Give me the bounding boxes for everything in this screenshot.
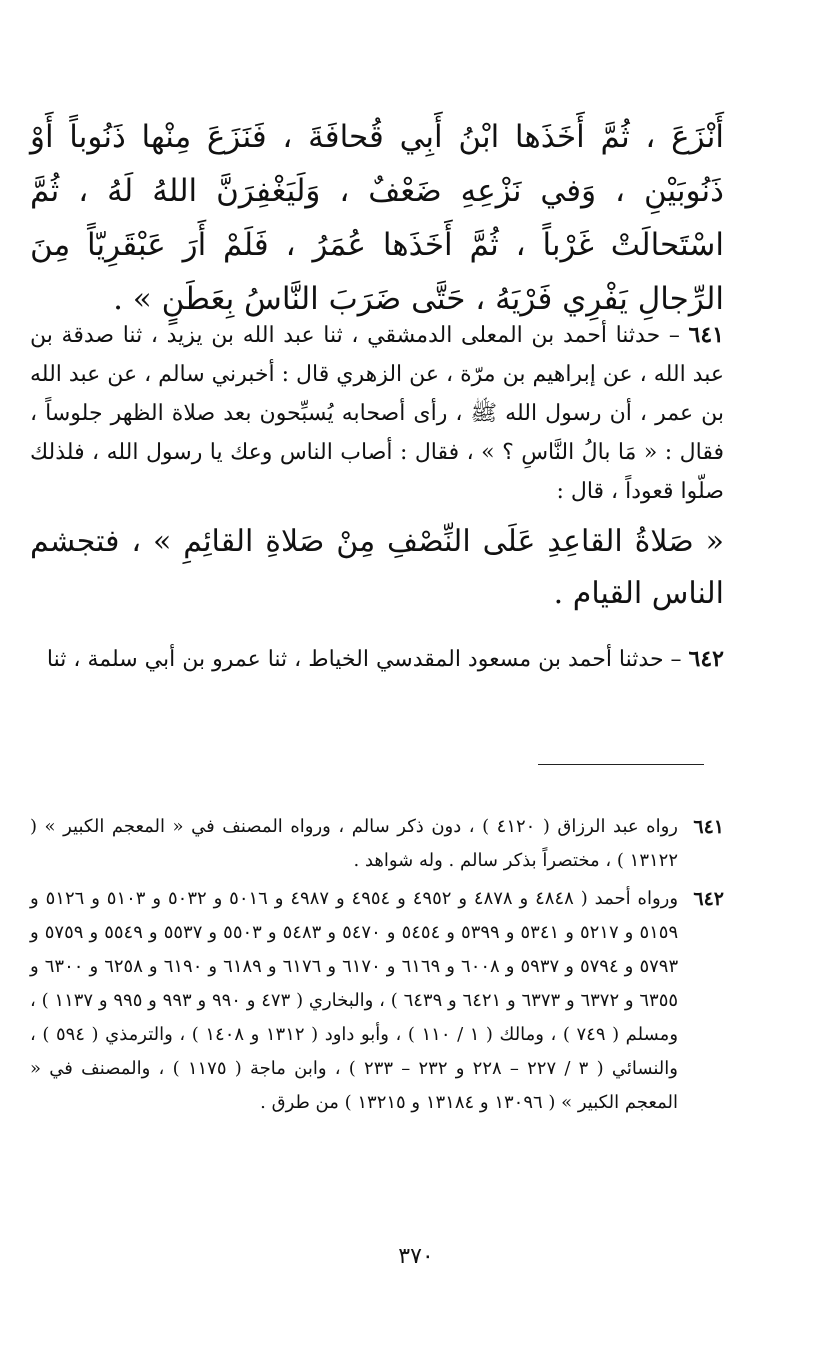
footnote-642-text: ورواه أحمد ( ٤٨٤٨ و ٤٨٧٨ و ٤٩٥٢ و ٤٩٥٤ و ٤٩٨٧ و ٥٠١٦ و ٥٠٣٢ و ٥١٠٣ و ٥١٢٦ و ٥١٥٩ و ٥٢١٧ و ٥٣٤١ و ٥٣٩٩ و ٥٤٥٤ و ٥٤٧٠ و ٥٤٨٣ و ٥٥٠٣ و ٥٥٣٧ و ٥٥٤٩ و ٥٧٥٩ و ٥٧٩٣ و ٥٧٩٤ و ٥٩٣٧ و ٦٠٠٨ و ٦١٦٩ و ٦١٧٠ و ٦١٧٦ و ٦١٨٩ و ٦١٩٠ و ٦٢٥٨ و ٦٣٠٠ و ٦٣٥٥ و ٦٣٧٢ و ٦٣٧٣ و ٦٤٢١ و ٦٤٣٩ ) ، والبخاري ( ٤٧٣ و ٩٩٠ و ٩٩٣ و ٩٩٥ و ١١٣٧ ) ، ومسلم ( ٧٤٩ ) ، ومالك ( ١ / ١١٠ ) ، وأبو داود ( ١٣١٢ و ١٤٠٨ ) ، والترمذي ( ٥٩٤ ) ، والنسائي ( ٣ / ٢٢٧ – ٢٢٨ و ٢٣٢ – ٢٣٣ ) ، وابن ماجة ( ١١٧٥ ) ، والمصنف في « المعجم الكبير » ( ١٣٠٩٦ و ١٣١٨٤ و ١٣٢١٥ ) من طرق . [30, 888, 679, 1113]
footnote-separator [538, 764, 704, 765]
hadith-641-quote: « صَلاةُ القاعِدِ عَلَى النِّصْفِ مِنْ صَلاةِ القائِمِ » ، فتجشم الناس القيام . [30, 524, 724, 611]
hadith-641 [30, 316, 724, 511]
hadith-641-quote-block [30, 516, 724, 620]
page-number: ٣٧٠ [398, 1244, 434, 1269]
hadith-641-text: حدثنا أحمد بن المعلى الدمشقي ، ثنا عبد الله بن يزيد ، ثنا صدقة بن عبد الله ، عن إبراهيم بن مرّة ، عن الزهري قال : أخبرني سالم ، عن عبد الله بن عمر ، أن رسول الله ﷺ ، رأى أصحابه يُسبِّحون بعد صلاة الظهر جلوساً ، فقال : « مَا بالُ النَّاسِ ؟ » ، فقال : أصاب الناس وعك يا رسول الله ، فلذلك صلّوا قعوداً ، قال : [30, 323, 724, 504]
footnotes [30, 810, 724, 1120]
continued-hadith-text [30, 110, 724, 326]
hadith-641-dash: – [660, 323, 689, 348]
continued-hadith-body: أَنْزَعَ ، ثُمَّ أَخَذَها ابْنُ أَبِي قُحافَةَ ، فَنَزَعَ مِنْها ذَنُوباً أَوْ ذَنُوبَيْنِ ، وَفي نَزْعِهِ ضَعْفٌ ، وَلَيَغْفِرَنَّ اللهُ لَهُ ، ثُمَّ اسْتَحالَتْ غَرْباً ، ثُمَّ أَخَذَها عُمَرُ ، فَلَمْ أَرَ عَبْقَرِيّاً مِنَ الرِّجالِ يَفْرِي فَرْيَهُ ، حَتَّى ضَرَبَ النَّاسُ بِعَطَنٍ » . [30, 119, 724, 317]
footnote-642 [30, 882, 724, 1120]
hadith-641-number: ٦٤١ [688, 322, 724, 348]
hadith-642-text: حدثنا أحمد بن مسعود المقدسي الخياط ، ثنا عمرو بن أبي سلمة ، ثنا [46, 647, 664, 672]
footnote-642-number: ٦٤٢ [693, 888, 724, 910]
footnote-641-text: رواه عبد الرزاق ( ٤١٢٠ ) ، دون ذكر سالم ، ورواه المصنف في « المعجم الكبير » ( ١٣١٢٢ ) ، مختصراً بذكر سالم . وله شواهد . [30, 816, 679, 871]
footnote-641 [30, 810, 724, 878]
hadith-642-number: ٦٤٢ [688, 646, 724, 672]
hadith-642 [30, 640, 724, 679]
footnote-641-number: ٦٤١ [693, 816, 724, 838]
hadith-642-dash: – [663, 647, 689, 672]
